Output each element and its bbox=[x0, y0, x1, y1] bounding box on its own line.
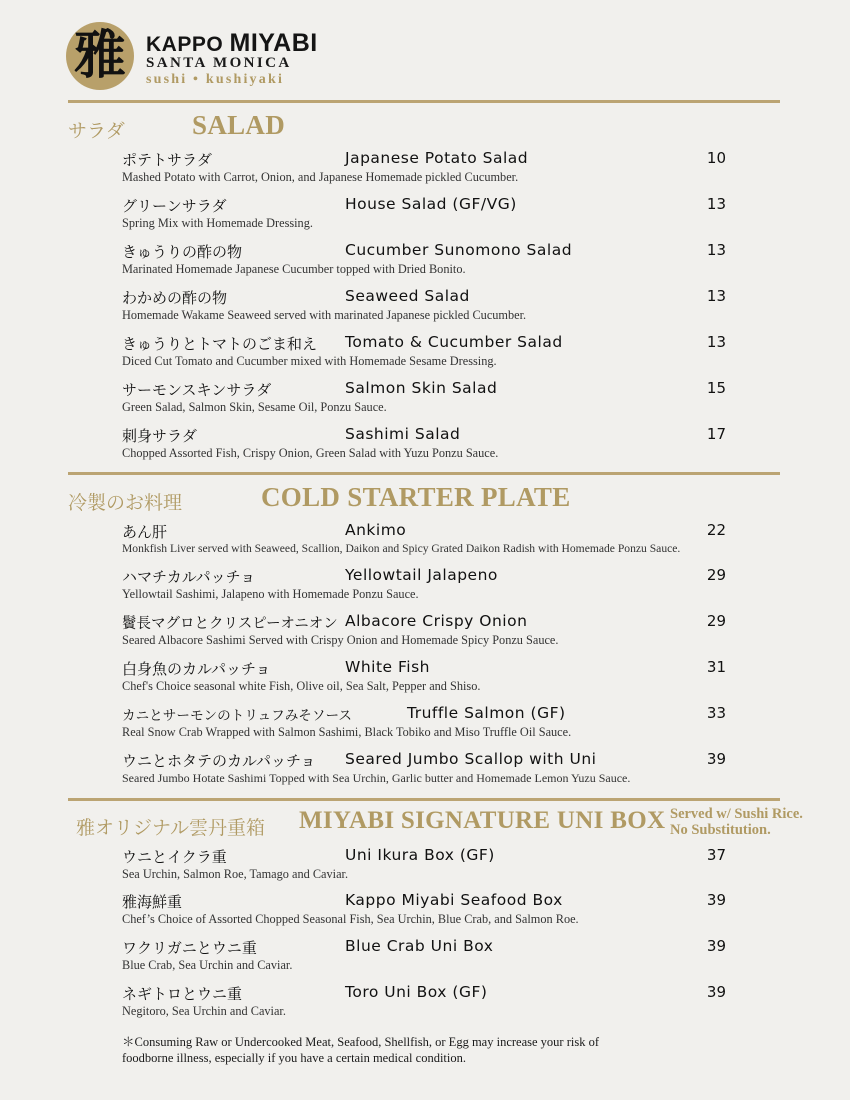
item-name-en: House Salad (GF/VG) bbox=[345, 195, 517, 213]
section-title-jp: 雅オリジナル雲丹重箱 bbox=[76, 817, 266, 839]
menu-item bbox=[122, 241, 742, 285]
item-name-jp: ワクリガニとウニ重 bbox=[122, 939, 257, 957]
item-name-jp: カニとサーモンのトリュフみそソース bbox=[122, 708, 353, 724]
item-name-jp: ネギトロとウニ重 bbox=[122, 985, 243, 1003]
item-description: Green Salad, Salmon Skin, Sesame Oil, Ponzu Sauce. bbox=[122, 400, 387, 414]
menu-item bbox=[122, 846, 742, 890]
item-description: Chef's Choice seasonal white Fish, Olive oil, Sea Salt, Pepper and Shiso. bbox=[122, 679, 481, 693]
item-price: 29 bbox=[706, 612, 726, 630]
item-price: 39 bbox=[706, 750, 726, 768]
disclaimer-line: ＊Consuming Raw or Undercooked Meat, Seafood, Shellfish, or Egg may increase your risk of bbox=[122, 1035, 599, 1049]
item-price: 17 bbox=[706, 425, 726, 443]
item-name-jp: ハマチカルパッチョ bbox=[122, 568, 256, 586]
item-name-jp: きゅうりとトマトのごま和え bbox=[122, 335, 318, 353]
brand-name-main: MIYABI bbox=[229, 29, 318, 57]
section-title-en: COLD STARTER PLATE bbox=[261, 482, 571, 512]
item-price: 10 bbox=[706, 149, 726, 167]
section-title-jp: 冷製のお料理 bbox=[68, 492, 183, 514]
restaurant-logo bbox=[66, 22, 336, 92]
menu-item bbox=[122, 658, 742, 702]
item-name-en: Sashimi Salad bbox=[345, 425, 461, 443]
menu-item bbox=[122, 704, 742, 748]
item-name-jp: ウニとイクラ重 bbox=[122, 848, 227, 866]
item-description: Real Snow Crab Wrapped with Salmon Sashimi, Black Tobiko and Miso Truffle Oil Sauce. bbox=[122, 725, 572, 739]
menu-item bbox=[122, 566, 742, 610]
section-title-jp: サラダ bbox=[68, 120, 125, 142]
brand-name-prefix: KAPPO bbox=[146, 33, 224, 56]
item-name-en: Tomato & Cucumber Salad bbox=[345, 333, 563, 351]
item-description: Seared Albacore Sashimi Served with Crispy Onion and Homemade Spicy Ponzu Sauce. bbox=[122, 633, 559, 647]
item-name-jp: サーモンスキンサラダ bbox=[122, 381, 272, 399]
item-name-jp: 白身魚のカルパッチョ bbox=[122, 660, 271, 678]
item-name-jp: 鬢長マグロとクリスピーオニオン bbox=[122, 616, 338, 632]
item-description: Negitoro, Sea Urchin and Caviar. bbox=[122, 1004, 286, 1018]
item-name-jp: ウニとホタテのカルパッチョ bbox=[122, 752, 316, 770]
health-disclaimer bbox=[122, 1034, 599, 1066]
item-price: 15 bbox=[706, 379, 726, 397]
item-price: 33 bbox=[706, 704, 726, 722]
item-description: Sea Urchin, Salmon Roe, Tamago and Caviar. bbox=[122, 867, 349, 881]
item-description: Mashed Potato with Carrot, Onion, and Japanese Homemade pickled Cucumber. bbox=[122, 170, 519, 184]
item-name-en: Salmon Skin Salad bbox=[345, 379, 498, 397]
item-description: Yellowtail Sashimi, Jalapeno with Homemade Ponzu Sauce. bbox=[122, 587, 419, 601]
item-name-en: Japanese Potato Salad bbox=[345, 149, 529, 167]
brand-tagline: sushi • kushiyaki bbox=[146, 72, 285, 87]
item-price: 39 bbox=[706, 983, 726, 1001]
note-line: No Substitution. bbox=[670, 822, 771, 838]
item-price: 22 bbox=[706, 521, 726, 539]
item-price: 39 bbox=[706, 937, 726, 955]
menu-item bbox=[122, 521, 742, 565]
item-name-jp: あん肝 bbox=[122, 523, 168, 541]
menu-item bbox=[122, 937, 742, 981]
item-price: 13 bbox=[706, 195, 726, 213]
item-name-en: Cucumber Sunomono Salad bbox=[345, 241, 573, 259]
logo-kanji: 雅 bbox=[73, 25, 126, 86]
item-description: Spring Mix with Homemade Dressing. bbox=[122, 216, 313, 230]
menu-item bbox=[122, 750, 742, 794]
item-price: 37 bbox=[706, 846, 726, 864]
menu-item bbox=[122, 425, 742, 469]
brand-name bbox=[146, 29, 318, 58]
menu-item bbox=[122, 983, 742, 1027]
item-description: Monkfish Liver served with Seaweed, Scallion, Daikon and Spicy Grated Daikon Radish with Homemade Ponzu Sauce. bbox=[122, 542, 681, 555]
item-description: Blue Crab, Sea Urchin and Caviar. bbox=[122, 958, 293, 972]
menu-item bbox=[122, 891, 742, 935]
item-name-en: Uni Ikura Box (GF) bbox=[345, 846, 495, 864]
item-name-en: Seaweed Salad bbox=[345, 287, 470, 305]
section-divider bbox=[68, 100, 780, 103]
item-price: 39 bbox=[706, 891, 726, 909]
item-name-en: Toro Uni Box (GF) bbox=[345, 983, 488, 1001]
menu-item bbox=[122, 149, 742, 193]
item-name-en: Seared Jumbo Scallop with Uni bbox=[345, 750, 597, 768]
menu-item bbox=[122, 379, 742, 423]
item-name-en: Truffle Salmon (GF) bbox=[407, 704, 566, 722]
item-description: Diced Cut Tomato and Cucumber mixed with Homemade Sesame Dressing. bbox=[122, 354, 497, 368]
disclaimer-line: foodborne illness, especially if you have a certain medical condition. bbox=[122, 1051, 466, 1065]
item-name-en: Yellowtail Jalapeno bbox=[345, 566, 498, 584]
brand-location: SANTA MONICA bbox=[146, 55, 292, 71]
item-name-en: Kappo Miyabi Seafood Box bbox=[345, 891, 563, 909]
item-name-jp: グリーンサラダ bbox=[122, 197, 227, 215]
note-line: Served w/ Sushi Rice. bbox=[670, 806, 803, 822]
section-divider bbox=[68, 472, 780, 475]
item-price: 13 bbox=[706, 333, 726, 351]
item-description: Chef’s Choice of Assorted Chopped Seasonal Fish, Sea Urchin, Blue Crab, and Salmon Roe. bbox=[122, 912, 579, 926]
section-note bbox=[670, 806, 803, 838]
menu-item bbox=[122, 333, 742, 377]
section-divider bbox=[68, 798, 780, 801]
item-price: 29 bbox=[706, 566, 726, 584]
item-description: Marinated Homemade Japanese Cucumber topped with Dried Bonito. bbox=[122, 262, 466, 276]
item-name-en: Albacore Crispy Onion bbox=[345, 612, 528, 630]
item-price: 13 bbox=[706, 241, 726, 259]
item-price: 31 bbox=[706, 658, 726, 676]
item-name-jp: ポテトサラダ bbox=[122, 151, 212, 169]
menu-item bbox=[122, 287, 742, 331]
item-name-en: Ankimo bbox=[345, 521, 407, 539]
item-name-en: White Fish bbox=[345, 658, 430, 676]
item-description: Seared Jumbo Hotate Sashimi Topped with Sea Urchin, Garlic butter and Homemade Lemon Yuzu Sauce. bbox=[122, 771, 631, 785]
item-name-jp: きゅうりの酢の物 bbox=[122, 243, 243, 261]
section-title-en: SALAD bbox=[192, 110, 286, 140]
item-description: Homemade Wakame Seaweed served with marinated Japanese pickled Cucumber. bbox=[122, 308, 527, 322]
item-name-en: Blue Crab Uni Box bbox=[345, 937, 494, 955]
menu-item bbox=[122, 195, 742, 239]
section-title-en: MIYABI SIGNATURE UNI BOX bbox=[299, 807, 666, 834]
item-price: 13 bbox=[706, 287, 726, 305]
menu-item bbox=[122, 612, 742, 656]
item-description: Chopped Assorted Fish, Crispy Onion, Green Salad with Yuzu Ponzu Sauce. bbox=[122, 446, 499, 460]
item-name-jp: わかめの酢の物 bbox=[122, 289, 228, 307]
item-name-jp: 刺身サラダ bbox=[122, 427, 197, 445]
item-name-jp: 雅海鮮重 bbox=[122, 893, 183, 911]
